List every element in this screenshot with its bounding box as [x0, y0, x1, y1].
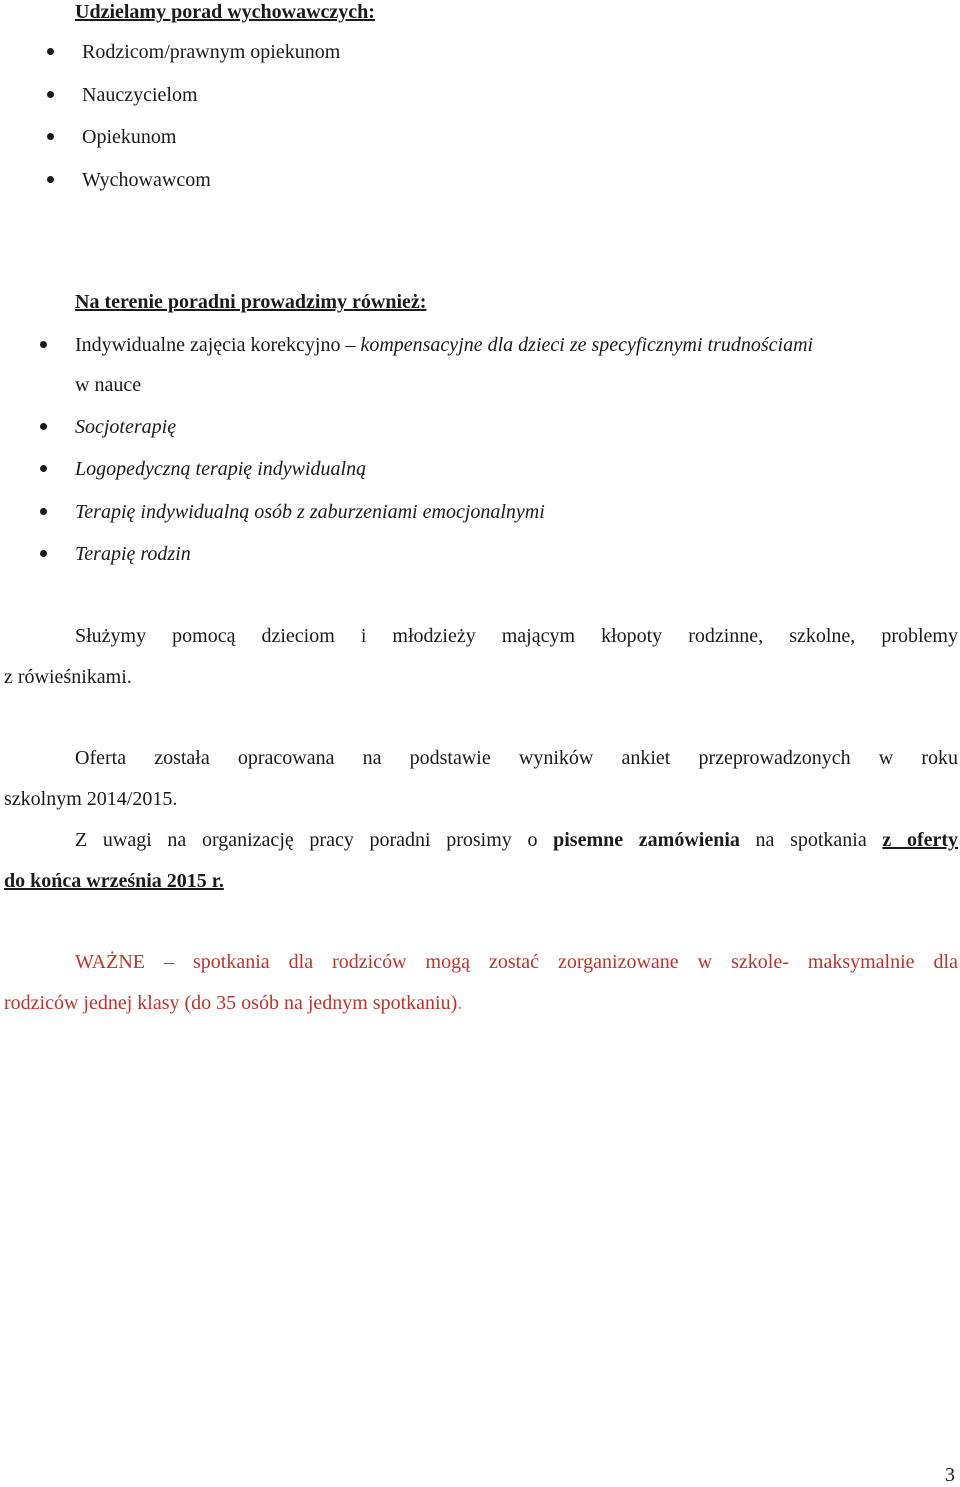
- list-item: Wychowawcom: [82, 169, 211, 191]
- list-item-text-italic: kompensacyjne dla dzieci ze specyficznymi trudnościami: [360, 334, 814, 356]
- list-item: Socjoterapię: [75, 416, 177, 438]
- paragraph-help-line2: z rówieśnikami.: [4, 666, 132, 688]
- bullet-icon: [47, 133, 54, 140]
- important-notice-text: rodziców jednej klasy (do 35 osób na jednym spotkaniu): [4, 992, 458, 1014]
- list-item-continuation: w nauce: [75, 374, 142, 396]
- paragraph-help-line1: Służymy pomocą dzieciom i młodzieży mającym kłopoty rodzinne, szkolne, problemy: [75, 625, 958, 647]
- bullet-icon: [40, 465, 47, 472]
- section-heading-advice: Udzielamy porad wychowawczych:: [75, 1, 375, 23]
- paragraph-order-line2: do końca września 2015 r.: [4, 870, 224, 892]
- list-item: Opiekunom: [82, 126, 177, 148]
- order-text-bold-underline: z oferty: [882, 829, 959, 851]
- paragraph-offer-line1: Oferta została opracowana na podstawie wyników ankiet przeprowadzonych w roku: [75, 747, 958, 769]
- list-item: Nauczycielom: [82, 84, 198, 106]
- bullet-icon: [47, 176, 54, 183]
- bullet-icon: [40, 341, 47, 348]
- page-number: 3: [945, 1464, 955, 1486]
- order-text-bold: pisemne zamówienia: [553, 829, 740, 851]
- order-text: Z uwagi na organizację pracy poradni prosimy o: [75, 829, 554, 851]
- list-item: Terapię rodzin: [75, 543, 191, 565]
- important-notice-period: .: [457, 992, 463, 1014]
- bullet-icon: [47, 48, 54, 55]
- order-text: na spotkania: [739, 829, 883, 851]
- list-item: Terapię indywidualną osób z zaburzeniami emocjonalnymi: [75, 501, 545, 523]
- bullet-icon: [40, 423, 47, 430]
- important-notice-line2: [4, 991, 462, 1015]
- list-item: Rodzicom/prawnym opiekunom: [82, 41, 341, 63]
- paragraph-order-line1: [75, 828, 958, 852]
- section-heading-services: Na terenie poradni prowadzimy również:: [75, 291, 427, 313]
- bullet-icon: [47, 91, 54, 98]
- list-item: [75, 333, 813, 357]
- paragraph-offer-line2: szkolnym 2014/2015.: [4, 788, 178, 810]
- list-item: Logopedyczną terapię indywidualną: [75, 458, 367, 480]
- list-item-text: Indywidualne zajęcia korekcyjno –: [75, 334, 361, 356]
- important-notice-line1: WAŻNE – spotkania dla rodziców mogą zostać zorganizowane w szkole- maksymalnie dla: [75, 951, 958, 973]
- bullet-icon: [40, 508, 47, 515]
- bullet-icon: [40, 550, 47, 557]
